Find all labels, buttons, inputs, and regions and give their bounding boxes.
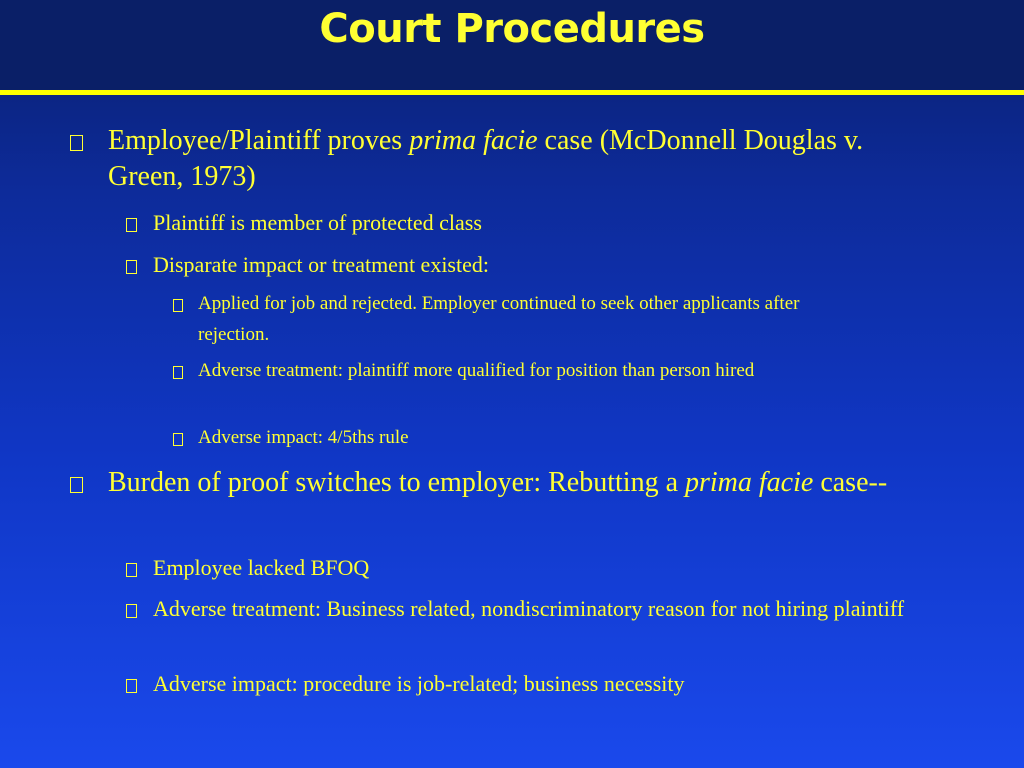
bullet-icon: [126, 604, 137, 618]
bullet-icon: [126, 679, 137, 693]
bullet-item: [108, 123, 898, 195]
bullet-text-italic: prima facie: [685, 467, 814, 498]
bullet-item: [153, 206, 913, 240]
bullet-text: Employee/Plaintiff proves: [108, 125, 410, 156]
bullet-text: case--: [813, 467, 888, 498]
bullet-text: Adverse impact: procedure is job-related; business necessity: [153, 671, 685, 696]
bullet-item: [198, 288, 868, 350]
bullet-text: Plaintiff is member of protected class: [153, 210, 482, 235]
bullet-text: Burden of proof switches to employer: Rebutting a: [108, 467, 685, 498]
bullet-icon: [173, 366, 183, 379]
bullet-item: [198, 355, 898, 386]
bullet-icon: [70, 477, 83, 493]
bullet-text: Adverse impact: 4/5ths rule: [198, 427, 409, 448]
bullet-icon: [173, 433, 183, 446]
bullet-text: Disparate impact or treatment existed:: [153, 252, 489, 277]
bullet-item: [108, 465, 908, 501]
bullet-item: [153, 667, 913, 701]
bullet-icon: [126, 563, 137, 577]
bullet-text: Applied for job and rejected. Employer continued to seek other applicants after rejection.: [198, 293, 800, 345]
slide-title: Court Procedures: [319, 6, 705, 52]
bullet-item: [153, 592, 923, 626]
bullet-icon: [126, 260, 137, 274]
bullet-text-italic: prima facie: [409, 125, 538, 156]
bullet-item: [198, 422, 898, 453]
bullet-icon: [70, 135, 83, 151]
bullet-icon: [173, 299, 183, 312]
bullet-icon: [126, 218, 137, 232]
bullet-item: [153, 551, 913, 585]
bullet-text: Adverse treatment: Business related, nondiscriminatory reason for not hiring plaintiff: [153, 596, 905, 621]
bullet-text: case (McDonnell Douglas v. Green, 1973): [108, 125, 864, 192]
title-bar: [0, 0, 1024, 90]
bullet-item: [153, 248, 913, 282]
bullet-text: Employee lacked BFOQ: [153, 555, 370, 580]
title-divider: [0, 90, 1024, 95]
bullet-text: Adverse treatment: plaintiff more qualified for position than person hired: [198, 360, 755, 381]
